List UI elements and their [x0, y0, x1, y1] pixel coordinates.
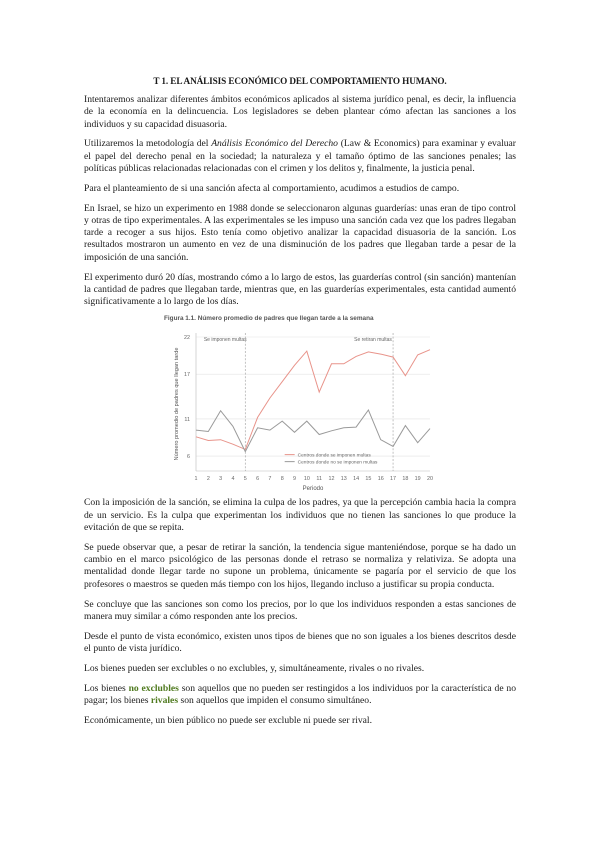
annotation-label: Se retiran multas: [354, 337, 392, 344]
x-tick-label: 9: [293, 476, 297, 483]
paragraph-definitions: [84, 683, 516, 708]
y-tick-label: 22: [184, 335, 190, 342]
paragraph-guilt: Con la imposición de la sanción, se elimina la culpa de los padres, ya que la percepción cambia hacia la compra de un servicio. Es la culpa que experimentan los individuos que no tienen las sanciones lo que produce la evitación de que se repita.: [84, 497, 516, 534]
highlight-rivales: rivales: [150, 694, 179, 706]
x-tick-label: 19: [414, 476, 421, 483]
paragraph-trend: Se puede observar que, a pesar de retirar la sanción, la tendencia sigue manteniéndose, porque se ha dado un cambio en el marco psicológico de las personas donde el retraso se normaliza y relativiza. Se adopta una mentalidad donde llegar tarde no supone un problema, únicamente se pagaría por el servicio de que los profesores o maestros se queden más tiempo con los hijos, llegando incluso a justificar su propia conducta.: [84, 541, 516, 590]
x-tick-label: 16: [377, 476, 384, 483]
chart-title: Figura 1.1. Número promedio de padres que llegan tarde a la semana: [164, 315, 374, 323]
paragraph-intro: Intentaremos analizar diferentes ámbitos económicos aplicados al sistema jurídico penal, es decir, la influencia de la economía en la delincuencia. Los legisladores se deben plantear cómo afectan las sanciones a los individuos y su capacidad disuasoria.: [84, 94, 516, 130]
highlight-no-exclubles: no exclubles: [128, 682, 179, 694]
methodology-text-b: (Law & Economics) para examinar y evaluar el papel del derecho penal en la sociedad; la naturaleza y el tamaño óptimo de las sanciones penales; las políticas públicas relacionadas relacionadas con el crimen y los delitos y, finalmente, la justicia penal.: [84, 138, 516, 174]
methodology-text-a: Utilizaremos la metodología del: [84, 138, 212, 150]
line-chart: [164, 315, 456, 493]
x-tick-label: 11: [316, 476, 322, 483]
definitions-text-e: son aquellos que impiden el consumo simultáneo.: [178, 694, 372, 706]
paragraph-prices: Se concluye que las sanciones son como los precios, por lo que los individuos responden a estas sanciones de manera muy similar a cómo responden ante los precios.: [84, 598, 516, 622]
legend-label: Centros donde se imponen multas: [297, 453, 371, 459]
x-axis-label: Periodo: [302, 486, 324, 493]
definitions-text-a: Los bienes: [84, 682, 129, 694]
annotation-label: Se imponen multas: [203, 337, 247, 344]
paragraph-goods-types: Desde el punto de vista económico, existen unos tipos de bienes que no son iguales a los bienes descritos desde el punto de vista jurídico.: [84, 630, 516, 654]
definitions-text-c: son aquellos que no pueden ser restingidos a los individuos por la característica de no pagar; los bienes: [84, 682, 517, 706]
x-tick-label: 4: [231, 476, 235, 483]
paragraph-experiment-duration: El experimento duró 20 días, mostrando cómo a lo largo de estos, las guarderías control (sin sanción) mantenían la cantidad de padres que llegaban tarde, mientras que, en las guarderías experimentales, esta cantidad aumentó significativamente a lo largo de los días.: [84, 271, 516, 308]
x-tick-label: 13: [340, 476, 347, 483]
series-line: [196, 410, 430, 452]
document-page: [84, 76, 516, 734]
x-tick-label: 18: [402, 476, 409, 483]
x-tick-label: 8: [280, 476, 284, 483]
x-tick-label: 17: [390, 476, 397, 483]
x-tick-label: 6: [256, 476, 260, 483]
paragraph-field-studies: Para el planteamiento de si una sanción afecta al comportamiento, acudimos a estudios de campo.: [84, 182, 460, 194]
series-line: [196, 350, 430, 450]
x-tick-label: 1: [194, 476, 198, 483]
paragraph-methodology: [84, 138, 516, 175]
legend-label: Centros donde no se imponen multas: [297, 460, 378, 466]
x-tick-label: 7: [268, 476, 272, 483]
methodology-emphasis: Análisis Económico del Derecho: [211, 138, 338, 150]
x-tick-label: 2: [206, 476, 210, 483]
figure-chart: [164, 315, 456, 493]
y-tick-label: 6: [187, 454, 190, 461]
y-tick-label: 11: [184, 417, 190, 424]
y-axis-label: Número promedio de padres que llegan tarde: [174, 348, 180, 461]
paragraph-excludable: Los bienes pueden ser exclubles o no exclubles, y, simultáneamente, rivales o no rivales.: [84, 662, 425, 674]
x-tick-label: 15: [365, 476, 372, 483]
x-tick-label: 12: [328, 476, 335, 483]
x-tick-label: 10: [303, 476, 310, 483]
y-tick-label: 17: [184, 372, 190, 379]
page-title: T 1. EL ANÁLISIS ECONÓMICO DEL COMPORTAMIENTO HUMANO.: [153, 76, 447, 86]
x-tick-label: 3: [219, 476, 223, 483]
paragraph-israel-experiment: En Israel, se hizo un experimento en 1988 donde se seleccionaron algunas guarderías: unas eran de tipo control y otras de tipo experimentales. A las experimentales se les impuso una sanción cada vez que los padres llegaban tarde a recoger a sus hijos. Esto tenía como objetivo analizar la capacidad disuasoria de la sanción. Los resultados mostraron un aumento en vez de una disminución de los padres que llegaban tarde a pesar de la imposición de una sanción.: [84, 202, 516, 263]
x-tick-label: 14: [353, 476, 360, 483]
x-tick-label: 20: [427, 476, 433, 483]
x-tick-label: 5: [243, 476, 247, 483]
paragraph-public-good: Económicamente, un bien público no puede ser excluble ni puede ser rival.: [84, 714, 372, 726]
